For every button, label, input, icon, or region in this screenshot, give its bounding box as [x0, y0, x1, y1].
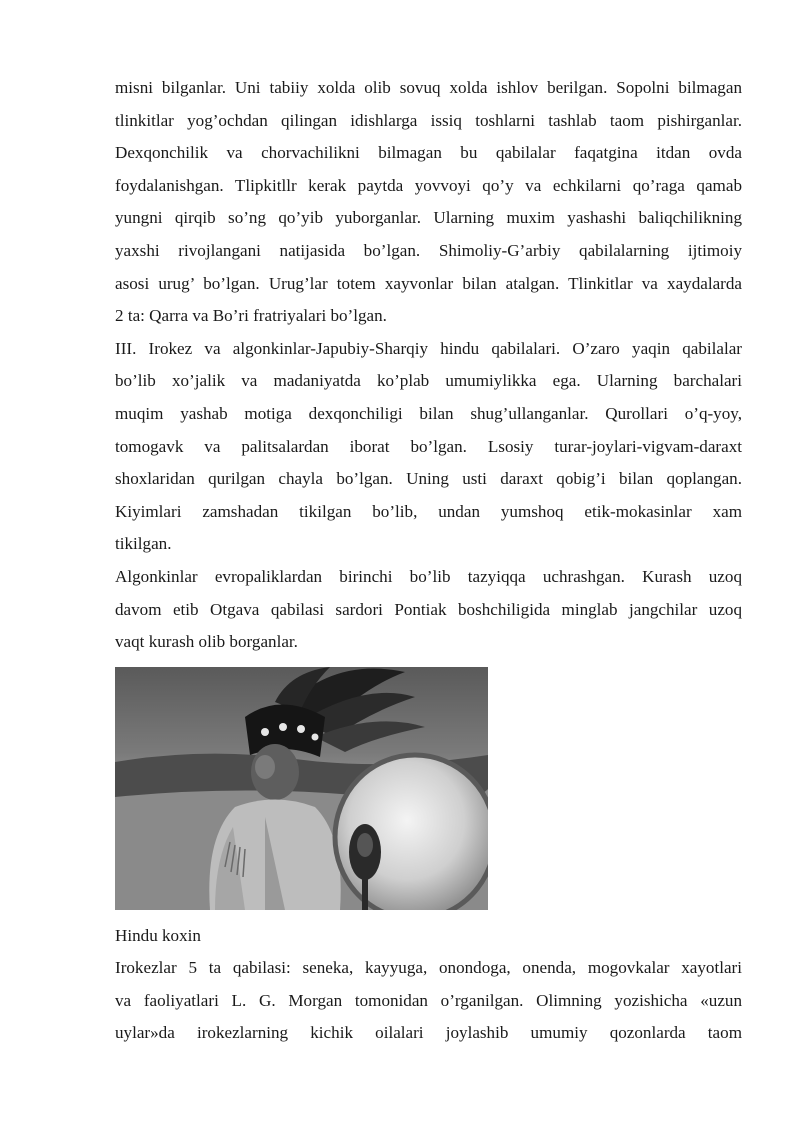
paragraph-irokez-tribes [115, 952, 742, 1050]
text-line: yungni qirqib so’ng qo’yib yuborganlar. Ularning muxim yashashi baliqchilikning [115, 208, 742, 228]
text-line: tomogavk va palitsalardan iborat bo’lgan. Lsosiy turar-joylari-vigvam-daraxt [115, 436, 742, 456]
text-line: va faoliyatlari L. G. Morgan tomonidan o’rganilgan. Olimning yozishicha «uzun [115, 990, 742, 1010]
text-line: 2 ta: Qarra va Bo’ri fratriyalari bo’lgan. [115, 306, 387, 326]
text-line: tikilgan. [115, 534, 172, 554]
text-line: Algonkinlar evropaliklardan birinchi bo’lib tazyiqqa uchrashgan. Kurash uzoq [115, 566, 742, 586]
text-line: uylar»da irokezlarning kichik oilalari joylashib umumiy qozonlarda taom [115, 1023, 742, 1043]
text-line: davom etib Otgava qabilasi sardori Pontiak boshchiligida minglab jangchilar uzoq [115, 599, 742, 619]
text-line: vaqt kurash olib borganlar. [115, 632, 298, 652]
text-line: bo’lib xo’jalik va madaniyatda ko’plab umumiylikka ega. Ularning barchalari [115, 371, 742, 391]
shaman-photo [115, 667, 488, 910]
text-line: yaxshi rivojlangani natijasida bo’lgan. Shimoliy-G’arbiy qabilalarning ijtimoiy [115, 240, 742, 260]
photo-caption: Hindu koxin [115, 925, 201, 945]
paragraph-irokez-algonkin [115, 333, 742, 561]
text-line: Kiyimlari zamshadan tikilgan bo’lib, undan yumshoq etik-mokasinlar xam [115, 501, 742, 521]
text-line: foydalanishgan. Tlipkitllr kerak paytda yovvoyi qo’y va echkilarni qo’raga qamab [115, 175, 742, 195]
text-line: asosi urug’ bo’lgan. Urug’lar totem xayvonlar bilan atalgan. Tlinkitlar va xaydalarda [115, 273, 742, 293]
text-line: Irokezlar 5 ta qabilasi: seneka, kayyuga, onondoga, onenda, mogovkalar xayotlari [115, 958, 742, 978]
text-line: shoxlaridan qurilgan chayla bo’lgan. Uning usti daraxt qobig’i bilan qoplangan. [115, 469, 742, 489]
text-line: Dexqonchilik va chorvachilikni bilmagan bu qabilalar faqatgina itdan ovda [115, 143, 742, 163]
text-line: III. Irokez va algonkinlar-Japubiy-Sharqiy hindu qabilalari. O’zaro yaqin qabilalar [115, 338, 742, 358]
text-line: muqim yashab motiga dexqonchiligi bilan shug’ullanganlar. Qurollari o’q-yoy, [115, 403, 742, 423]
paragraph-algonkin-struggle [115, 561, 742, 659]
text-line: misni bilganlar. Uni tabiiy xolda olib sovuq xolda ishlov berilgan. Sopolni bilmagan [115, 78, 742, 97]
text-line: tlinkitlar yog’ochdan qilingan idishlarga issiq toshlarni tashlab taom pishirganlar. [115, 110, 742, 130]
document-page [115, 72, 742, 1050]
paragraph-northwest-tribes [115, 72, 742, 333]
